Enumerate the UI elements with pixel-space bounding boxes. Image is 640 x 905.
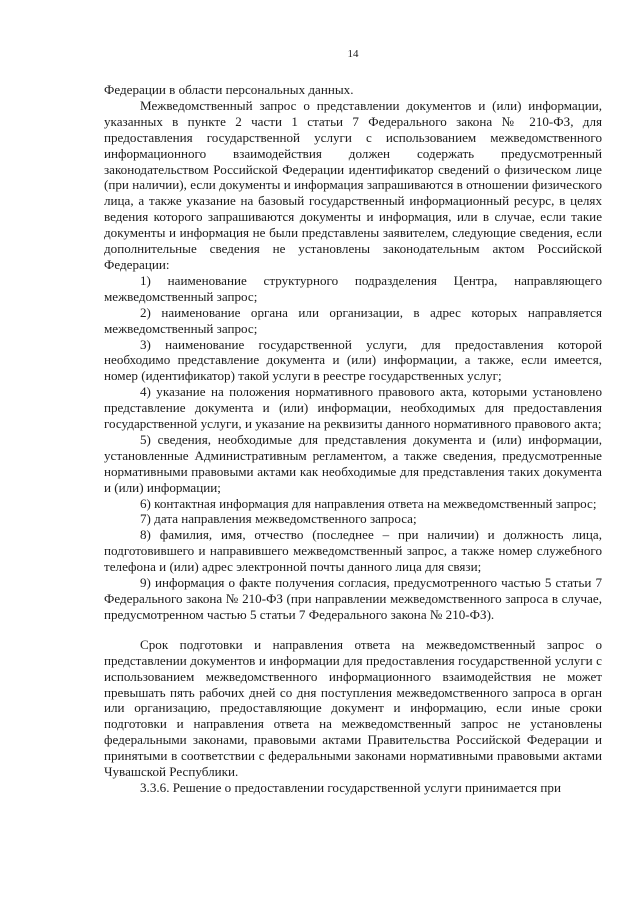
list-item-9: 9) информация о факте получения согласия, предусмотренного частью 5 статьи 7 Федерального закона № 210-ФЗ (при направлении межведомственного запроса в случае, предусмотренном частью 5 статьи 7 Федерального закона № 210-ФЗ).: [104, 575, 602, 622]
list-item-6: 6) контактная информация для направления ответа на межведомственный запрос;: [140, 495, 597, 511]
list-item-3: 3) наименование государственной услуги, для предоставления которой необходимо представление документа и (или) информации, а также, если имеется, номер (идентификатор) такой услуги в реестре государственных услуг;: [104, 336, 602, 384]
paragraph-interagency-request: Межведомственный запрос о представлении документов и (или) информации, указанных в пункте 2 части 1 статьи 7 Федерального закона № 210-ФЗ, для предоставления государственной услуги с использованием межведомственного информационного взаимодействия должен содержать предусмотренный законодательством Российской Федерации идентификатор сведений о физическом лице (при наличии), если документы и информация запрашиваются в отношении физического лица, а также указание на базовый государственный информационный ресурс, в целях ведения которого запрашиваются документы и информация, или в случае, если такие документы и информация не были представлены заявителем, следующие сведения, если дополнительные сведения не установлены законодательным актом Российской Федерации:: [104, 97, 602, 272]
list-item-2: 2) наименование органа или организации, в адрес которых направляется межведомственный запрос;: [104, 304, 602, 336]
list-item-7: 7) дата направления межведомственного запроса;: [140, 511, 417, 527]
page-number: 14: [347, 48, 359, 60]
paragraph-response-deadline: Срок подготовки и направления ответа на межведомственный запрос о представлении документов и информации для предоставления государственной услуги с использованием межведомственного информационного взаимодействия не может превышать пять рабочих дней со дня поступления межведомственного запроса в орган или организацию, предоставляющие документ и информацию, если иные сроки подготовки и направления ответа на межведомственный запрос не установлены федеральными законами, правовыми актами Правительства Российской Федерации и принятыми в соответствии с федеральными законами нормативными правовыми актами Чувашской Республики.: [104, 636, 602, 780]
list-item-5: 5) сведения, необходимые для представления документа и (или) информации, установленные Административным регламентом, а также сведения, предусмотренные нормативными правовыми актами как необходимые для представления таких документа и (или) информации;: [104, 431, 602, 495]
paragraph-continuation: Федерации в области персональных данных.: [104, 82, 354, 97]
list-item-4: 4) указание на положения нормативного правового акта, которыми установлено представление документа и (или) информации, необходимых для предоставления государственной услуги, и указание на реквизиты данного нормативного правового акта;: [104, 384, 602, 432]
list-item-8: 8) фамилия, имя, отчество (последнее – при наличии) и должность лица, подготовившего и направившего межведомственный запрос, а также номер служебного телефона и (или) адрес электронной почты данного лица для связи;: [104, 527, 602, 575]
list-item-1: 1) наименование структурного подразделения Центра, направляющего межведомственный запрос;: [104, 272, 602, 304]
body-text: [104, 82, 602, 796]
paragraph-section-3-3-6: 3.3.6. Решение о предоставлении государственной услуги принимается при: [140, 779, 561, 795]
